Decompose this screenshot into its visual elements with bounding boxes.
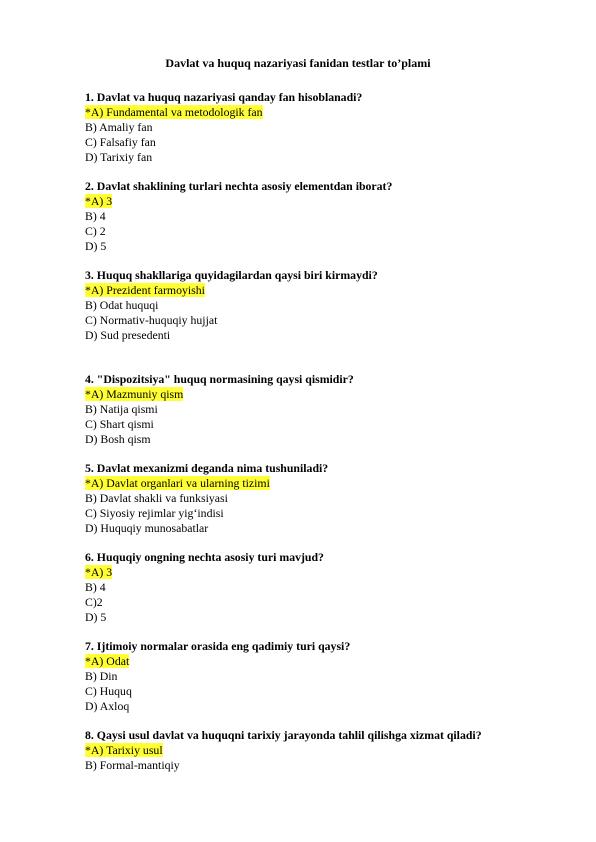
option: B) Natija qismi	[85, 402, 158, 416]
option: D) Bosh qism	[85, 432, 151, 446]
option: D) Tarixiy fan	[85, 150, 153, 164]
question-8	[85, 728, 565, 773]
correct-option	[85, 105, 565, 120]
option: B) Formal-mantiqiy	[85, 758, 180, 772]
option-label: *A) 3	[85, 565, 113, 579]
document-title: Davlat va huquq nazariyasi fanidan testlar to’plami	[165, 56, 431, 70]
correct-option	[85, 654, 565, 669]
option-label: *A) Fundamental va metodologik fan	[85, 105, 263, 119]
option: D) Sud presedenti	[85, 328, 171, 342]
correct-option	[85, 565, 565, 580]
option: B) Odat huquqi	[85, 298, 159, 312]
option-label: *A) Prezident farmoyishi	[85, 283, 205, 297]
option-label: *A) Mazmuniy qism	[85, 387, 184, 401]
spacer	[85, 343, 565, 372]
correct-option	[85, 283, 565, 298]
question-text: 6. Huquqiy ongning nechta asosiy turi mavjud?	[85, 550, 324, 564]
spacer	[85, 254, 565, 268]
question-text: 3. Huquq shakllariga quyidagilardan qaysi biri kirmaydi?	[85, 268, 378, 282]
option: C) Siyosiy rejimlar yig‘indisi	[85, 506, 224, 520]
question-text: 2. Davlat shaklining turlari nechta asosiy elementdan iborat?	[85, 179, 393, 193]
option: C) 2	[85, 224, 106, 238]
spacer	[85, 714, 565, 728]
option: C) Normativ-huquqiy hujjat	[85, 313, 218, 327]
question-6	[85, 550, 565, 625]
option: B) 4	[85, 580, 106, 594]
option: B) Davlat shakli va funksiyasi	[85, 491, 228, 505]
question-list	[85, 90, 565, 773]
question-3	[85, 268, 565, 343]
correct-option	[85, 387, 565, 402]
option-label: *A) Tarixiy usul	[85, 743, 163, 757]
question-text: 5. Davlat mexanizmi deganda nima tushuniladi?	[85, 461, 329, 475]
question-text: 7. Ijtimoiy normalar orasida eng qadimiy turi qaysi?	[85, 639, 351, 653]
spacer	[85, 165, 565, 179]
option: B) Din	[85, 669, 118, 683]
correct-option	[85, 476, 565, 491]
question-text: 4. "Dispozitsiya" huquq normasining qaysi qismidir?	[85, 372, 354, 386]
option-label: *A) Davlat organlari va ularning tizimi	[85, 476, 270, 490]
option: D) 5	[85, 239, 107, 253]
question-5	[85, 461, 565, 536]
option: B) 4	[85, 209, 106, 223]
spacer	[85, 447, 565, 461]
option: C)2	[85, 595, 103, 609]
option: B) Amaliy fan	[85, 120, 153, 134]
spacer	[85, 536, 565, 550]
option: C) Falsafiy fan	[85, 135, 156, 149]
option-label: *A) 3	[85, 194, 113, 208]
option: D) Huquqiy munosabatlar	[85, 521, 209, 535]
option: D) 5	[85, 610, 107, 624]
option: C) Huquq	[85, 684, 132, 698]
correct-option	[85, 743, 565, 758]
question-text: 8. Qaysi usul davlat va huquqni tarixiy jarayonda tahlil qilishga xizmat qiladi?	[85, 728, 482, 742]
question-text: 1. Davlat va huquq nazariyasi qanday fan hisoblanadi?	[85, 90, 363, 104]
spacer	[85, 625, 565, 639]
option-label: *A) Odat	[85, 654, 130, 668]
option: C) Shart qismi	[85, 417, 154, 431]
question-1	[85, 90, 565, 165]
question-2	[85, 179, 565, 254]
question-4	[85, 372, 565, 447]
option: D) Axloq	[85, 699, 130, 713]
question-7	[85, 639, 565, 714]
correct-option	[85, 194, 565, 209]
